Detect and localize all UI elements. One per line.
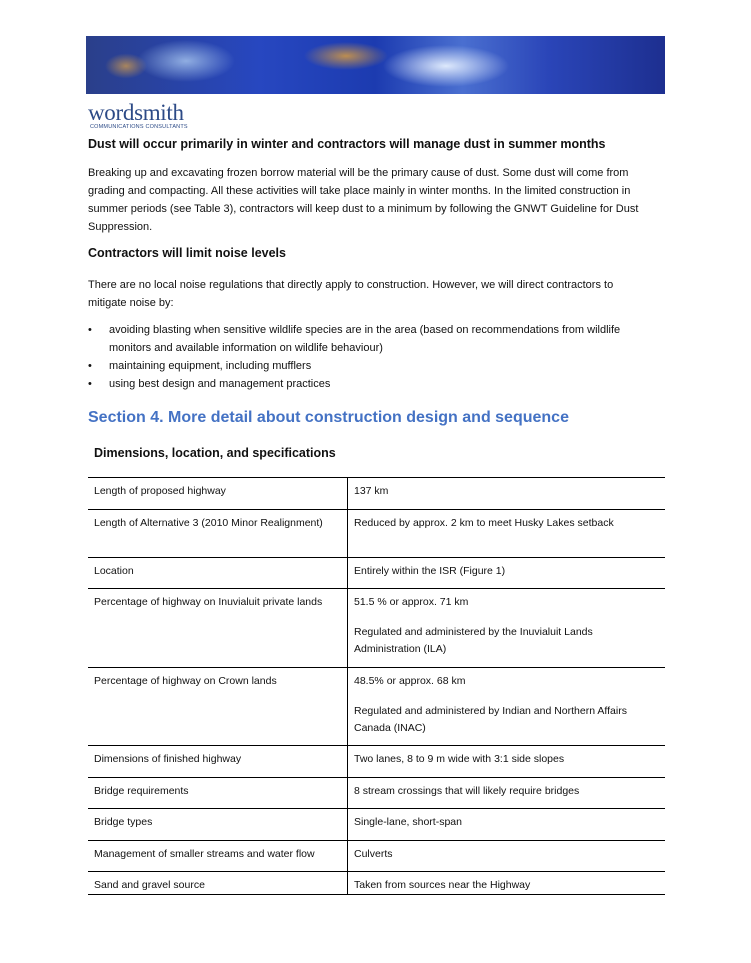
noise-bullet-list: [88, 321, 648, 393]
row-value: [348, 510, 666, 558]
table-row: [88, 589, 665, 668]
list-item-text: maintaining equipment, including mufflers: [109, 360, 312, 372]
dust-paragraph: Breaking up and excavating frozen borrow material will be the primary cause of dust. Some dust will come from grading and compacting. All these activities will take place mainly in winter months. In the limited construction in summer periods (see Table 3), contractors will keep dust to a minimum by following the GNWT Guideline for Dust Suppression.: [88, 167, 639, 233]
row-label: Bridge types: [88, 809, 348, 841]
table-row: [88, 478, 665, 510]
table-row: [88, 668, 665, 746]
row-value: [348, 668, 666, 746]
section-title: Section 4. More detail about construction design and sequence: [88, 409, 569, 426]
list-item-text: using best design and management practices: [109, 378, 331, 390]
table-row: [88, 872, 665, 895]
row-value-line: Regulated and administered by the Inuvialuit Lands Administration (ILA): [354, 626, 593, 655]
row-label: Length of proposed highway: [88, 478, 348, 510]
list-item: [88, 357, 648, 375]
row-value-line: Single-lane, short-span: [354, 816, 462, 828]
logo-subtitle: COMMUNICATIONS CONSULTANTS: [90, 124, 188, 130]
row-label: Percentage of highway on Crown lands: [88, 668, 348, 746]
table-row: [88, 778, 665, 809]
list-item-text: avoiding blasting when sensitive wildlife species are in the area (based on recommendations from wildlife monitors and available information on wildlife behaviour): [109, 324, 621, 354]
row-value-line: Culverts: [354, 848, 393, 860]
noise-paragraph: There are no local noise regulations that directly apply to construction. However, we will direct contractors to mitigate noise by:: [88, 279, 614, 309]
row-value: [348, 478, 666, 510]
row-label: Management of smaller streams and water flow: [88, 841, 348, 872]
list-item: [88, 375, 648, 393]
table-row: [88, 746, 665, 778]
row-label: Sand and gravel source: [88, 872, 348, 895]
row-value-line: Entirely within the ISR (Figure 1): [354, 565, 506, 577]
logo: wordsmith: [88, 100, 184, 125]
row-value-line: 8 stream crossings that will likely require bridges: [354, 785, 580, 797]
row-value: [348, 778, 666, 809]
specifications-table: [88, 477, 665, 895]
row-value-line: Two lanes, 8 to 9 m wide with 3:1 side slopes: [354, 753, 565, 765]
row-value-line: 51.5 % or approx. 71 km: [354, 596, 469, 608]
table-heading: Dimensions, location, and specifications: [94, 446, 336, 460]
bullet: •: [88, 360, 92, 372]
table-row: [88, 510, 665, 558]
table-row: [88, 841, 665, 872]
row-value: [348, 746, 666, 778]
row-value: [348, 841, 666, 872]
list-item: [88, 321, 648, 357]
bullet: •: [88, 324, 92, 336]
row-value-line: Taken from sources near the Highway: [354, 879, 531, 891]
row-value-line: Reduced by approx. 2 km to meet Husky Lakes setback: [354, 517, 614, 529]
row-value: [348, 809, 666, 841]
dust-heading: Dust will occur primarily in winter and contractors will manage dust in summer months: [88, 137, 606, 151]
row-label: Percentage of highway on Inuvialuit private lands: [88, 589, 348, 668]
row-label: Length of Alternative 3 (2010 Minor Realignment): [88, 510, 348, 558]
row-label: Location: [88, 558, 348, 589]
row-value-line: Regulated and administered by Indian and Northern Affairs Canada (INAC): [354, 705, 627, 734]
table-row: [88, 809, 665, 841]
row-label: Bridge requirements: [88, 778, 348, 809]
row-label: Dimensions of finished highway: [88, 746, 348, 778]
noise-heading: Contractors will limit noise levels: [88, 246, 286, 260]
bullet: •: [88, 378, 92, 390]
row-value: [348, 589, 666, 668]
row-value: [348, 558, 666, 589]
row-value-line: 48.5% or approx. 68 km: [354, 675, 466, 687]
table-row: [88, 558, 665, 589]
row-value-line: 137 km: [354, 485, 389, 497]
row-value: [348, 872, 666, 895]
header-banner-image: [86, 36, 665, 94]
